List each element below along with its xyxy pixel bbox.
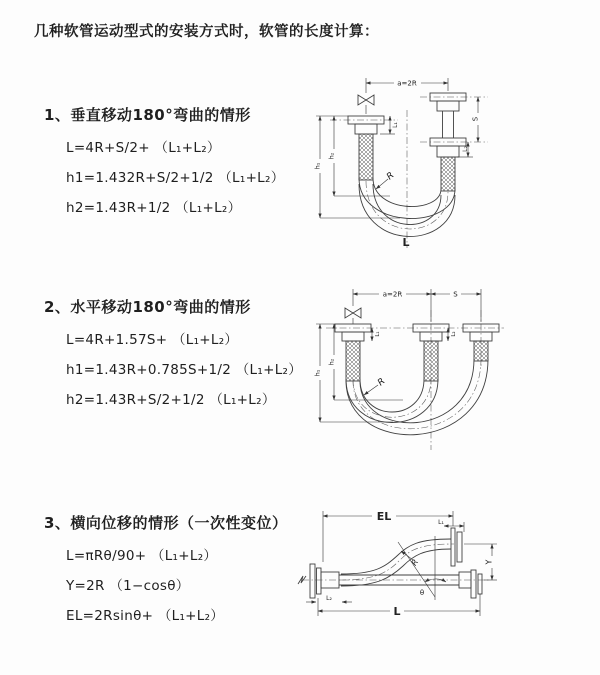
- centerline: [298, 576, 490, 584]
- dim-el: [323, 509, 453, 562]
- dim-theta-label: θ: [419, 589, 425, 597]
- angle-construction: [398, 536, 446, 600]
- formula-line: h1=1.43R+0.785S+1/2 （L₁+L₂）: [66, 362, 303, 378]
- dim-a2r: [366, 77, 448, 93]
- dim-a2r-label: a=2R: [397, 79, 417, 88]
- valve-icon: [358, 95, 374, 114]
- radius-label: R: [385, 170, 397, 183]
- hose-u-bends: [346, 359, 488, 435]
- dim-l: [318, 594, 480, 618]
- formula-line: L=4R+1.57S+ （L₁+L₂）: [66, 332, 239, 348]
- dim-h2-label: h₂: [327, 358, 336, 366]
- dim-a2r-label: a=2R: [382, 290, 403, 299]
- valve-icon: [345, 308, 361, 324]
- dim-l2-label: L₂: [462, 146, 469, 152]
- dim-s-label: S: [453, 290, 458, 299]
- dim-l1-label: L₁: [375, 331, 381, 337]
- dim-y-label: Y: [484, 559, 494, 565]
- dim-h1: [311, 116, 400, 218]
- dim-l2-label: L₂: [326, 595, 332, 602]
- dim-l2: [306, 595, 352, 602]
- dim-h1-label: h₁: [313, 369, 322, 377]
- dim-s: [353, 288, 481, 322]
- section-2: [44, 296, 302, 406]
- dim-y: [464, 544, 497, 580]
- hose-braid: [359, 134, 373, 180]
- formula-line: h1=1.432R+S/2+1/2 （L₁+L₂）: [66, 170, 285, 186]
- section-2-heading: 2、水平移动180°弯曲的情形: [44, 298, 251, 316]
- dim-a2r: [353, 288, 431, 299]
- left-pipe-fitting: [335, 324, 371, 381]
- dim-s-label: S: [471, 116, 480, 122]
- dim-h2: [325, 116, 390, 196]
- middle-pipe-fitting: [413, 324, 449, 381]
- section-1-heading: 1、垂直移动180°弯曲的情形: [44, 106, 251, 124]
- diagram-horizontal-bend: [308, 282, 598, 474]
- hose-braid: [441, 157, 455, 191]
- formula-line: L=πRθ/90+ （L₁+L₂）: [66, 548, 218, 564]
- radius-callout: [364, 377, 387, 395]
- centerlines: [327, 97, 488, 248]
- dim-l1-label: L₁: [392, 122, 399, 128]
- dim-el-label: EL: [376, 510, 392, 523]
- hose-braid: [424, 341, 438, 381]
- hose-braid: [474, 341, 488, 361]
- section-3: [44, 512, 287, 622]
- hose-braid: [346, 341, 360, 381]
- formula-line: h2=1.43R+1/2 （L₁+L₂）: [66, 200, 242, 216]
- formula-line: Y=2R （1−cosθ）: [66, 578, 190, 594]
- section-3-heading: 3、横向位移的情形（一次性变位）: [44, 514, 288, 532]
- diagram-lateral-displacement: [294, 498, 534, 658]
- formula-line: h2=1.43R+S/2+1/2 （L₁+L₂）: [66, 392, 276, 408]
- radius-label: R: [409, 557, 421, 568]
- dim-h1-label: h₁: [313, 162, 322, 170]
- dim-l1: [372, 328, 381, 341]
- straight-pipe: [339, 570, 482, 598]
- dim-l-label: L: [393, 605, 401, 618]
- left-flange: [310, 564, 339, 598]
- dim-s: [469, 97, 480, 142]
- length-label: L: [402, 236, 410, 249]
- formula-line: L=4R+S/2+ （L₁+L₂）: [66, 140, 221, 156]
- formula-line: EL=2Rsinθ+ （L₁+L₂）: [66, 608, 225, 624]
- diagram-vertical-bend: [302, 68, 592, 258]
- page-title: 几种软管运动型式的安装方式时，软管的长度计算：: [34, 24, 379, 40]
- section-1: [44, 104, 285, 214]
- dim-l2-label: L₂: [451, 331, 457, 337]
- dim-l1-label: L₁: [438, 519, 444, 526]
- dim-h2-label: h₂: [327, 152, 336, 160]
- displaced-flange: [451, 528, 462, 566]
- radius-callout: [376, 171, 396, 189]
- radius-label: R: [376, 376, 388, 389]
- left-pipe-fitting: [348, 116, 384, 180]
- dim-l1: [380, 116, 399, 134]
